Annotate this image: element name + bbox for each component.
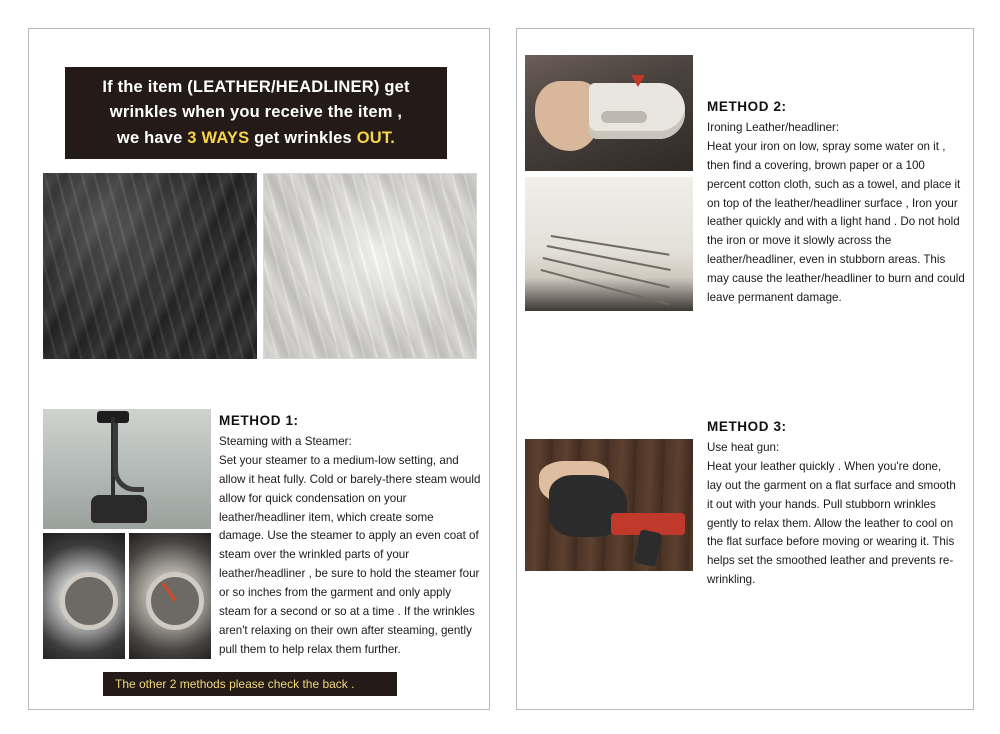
iron-temperature-dial-photo xyxy=(525,55,693,171)
steamer-nozzle-closeup-photo xyxy=(43,533,125,659)
iron-setting-marker-icon xyxy=(631,75,645,87)
method-2-subtitle: Ironing Leather/headliner: xyxy=(707,121,840,134)
footer-note: The other 2 methods please check the back . xyxy=(103,672,397,696)
ironing-covering-cloth-photo xyxy=(525,177,693,311)
method-2-heading: METHOD 2: xyxy=(707,99,787,114)
wrinkled-black-leather-photo xyxy=(43,173,257,359)
method-2-body xyxy=(707,119,965,308)
method-1-text: Set your steamer to a medium-low setting, and allow it heat fully. Cold or barely-there steam would allow for quick condensation on your leather/headliner item, which create some damage. Use the steamer to apply an even coat of steam over the wrinkled parts of your leather/headliner , be sure to hold the steamer four or so inches from the garment and only apply steam for a second or so at a time . If the wrinkles aren't relaxing on their own after steaming, gently pull them to help relax them further. xyxy=(219,453,481,656)
right-panel xyxy=(516,28,974,710)
heat-gun-in-hands-photo xyxy=(525,439,693,571)
method-3-subtitle: Use heat gun: xyxy=(707,441,780,454)
steamer-dial-closeup-photo xyxy=(129,533,211,659)
headline-banner xyxy=(65,67,447,159)
banner-line-1: If the item (LEATHER/HEADLINER) get xyxy=(102,77,410,96)
method-2-text: Heat your iron on low, spray some water on it , then find a covering, brown paper or a 100 percent cotton cloth, such as a towel, and place it on top of the leather/headliner surface , Iron your leather quickly and with a light hand . Do not hold the iron or move it slowly across the leather/headliner, even in stubborn areas. This may cause the leather/headliner to burn and could leave permanent damage. xyxy=(707,139,965,305)
banner-highlight-out: OUT. xyxy=(356,128,396,147)
banner-line-3-part-2: get wrinkles xyxy=(249,128,357,147)
garment-steamer-photo xyxy=(43,409,211,529)
wrinkled-grey-headliner-photo xyxy=(263,173,477,359)
cloth-fold-line xyxy=(541,269,669,305)
method-1-body xyxy=(219,433,481,660)
banner-line-3 xyxy=(117,126,395,152)
banner-highlight-ways: 3 WAYS xyxy=(187,128,250,147)
dial-needle-icon xyxy=(161,582,176,602)
cloth-fold-line xyxy=(551,235,670,255)
method-3-body xyxy=(707,439,957,590)
cloth-fold-line xyxy=(547,245,671,271)
iron-dial-icon xyxy=(601,111,647,123)
steamer-base-icon xyxy=(91,495,147,523)
nozzle-ring-icon xyxy=(60,572,118,630)
cloth-fold-line xyxy=(543,257,670,288)
banner-line-3-part-1: we have xyxy=(116,128,188,147)
steamer-hose-icon xyxy=(113,423,144,492)
method-3-heading: METHOD 3: xyxy=(707,419,787,434)
dial-ring-icon xyxy=(146,572,204,630)
method-1-heading: METHOD 1: xyxy=(219,413,299,428)
left-panel xyxy=(28,28,490,710)
method-1-subtitle: Steaming with a Steamer: xyxy=(219,435,352,448)
banner-line-2: wrinkles when you receive the item , xyxy=(109,103,403,122)
method-3-text: Heat your leather quickly . When you're done, lay out the garment on a flat surface and smooth it out with your hands. Pull stubborn wrinkles gently to relax them. Allow the leather to cool on the flat surface before moving or wearing it. This helps set the smoothed leather and prevents re-wrinkling. xyxy=(707,459,956,587)
